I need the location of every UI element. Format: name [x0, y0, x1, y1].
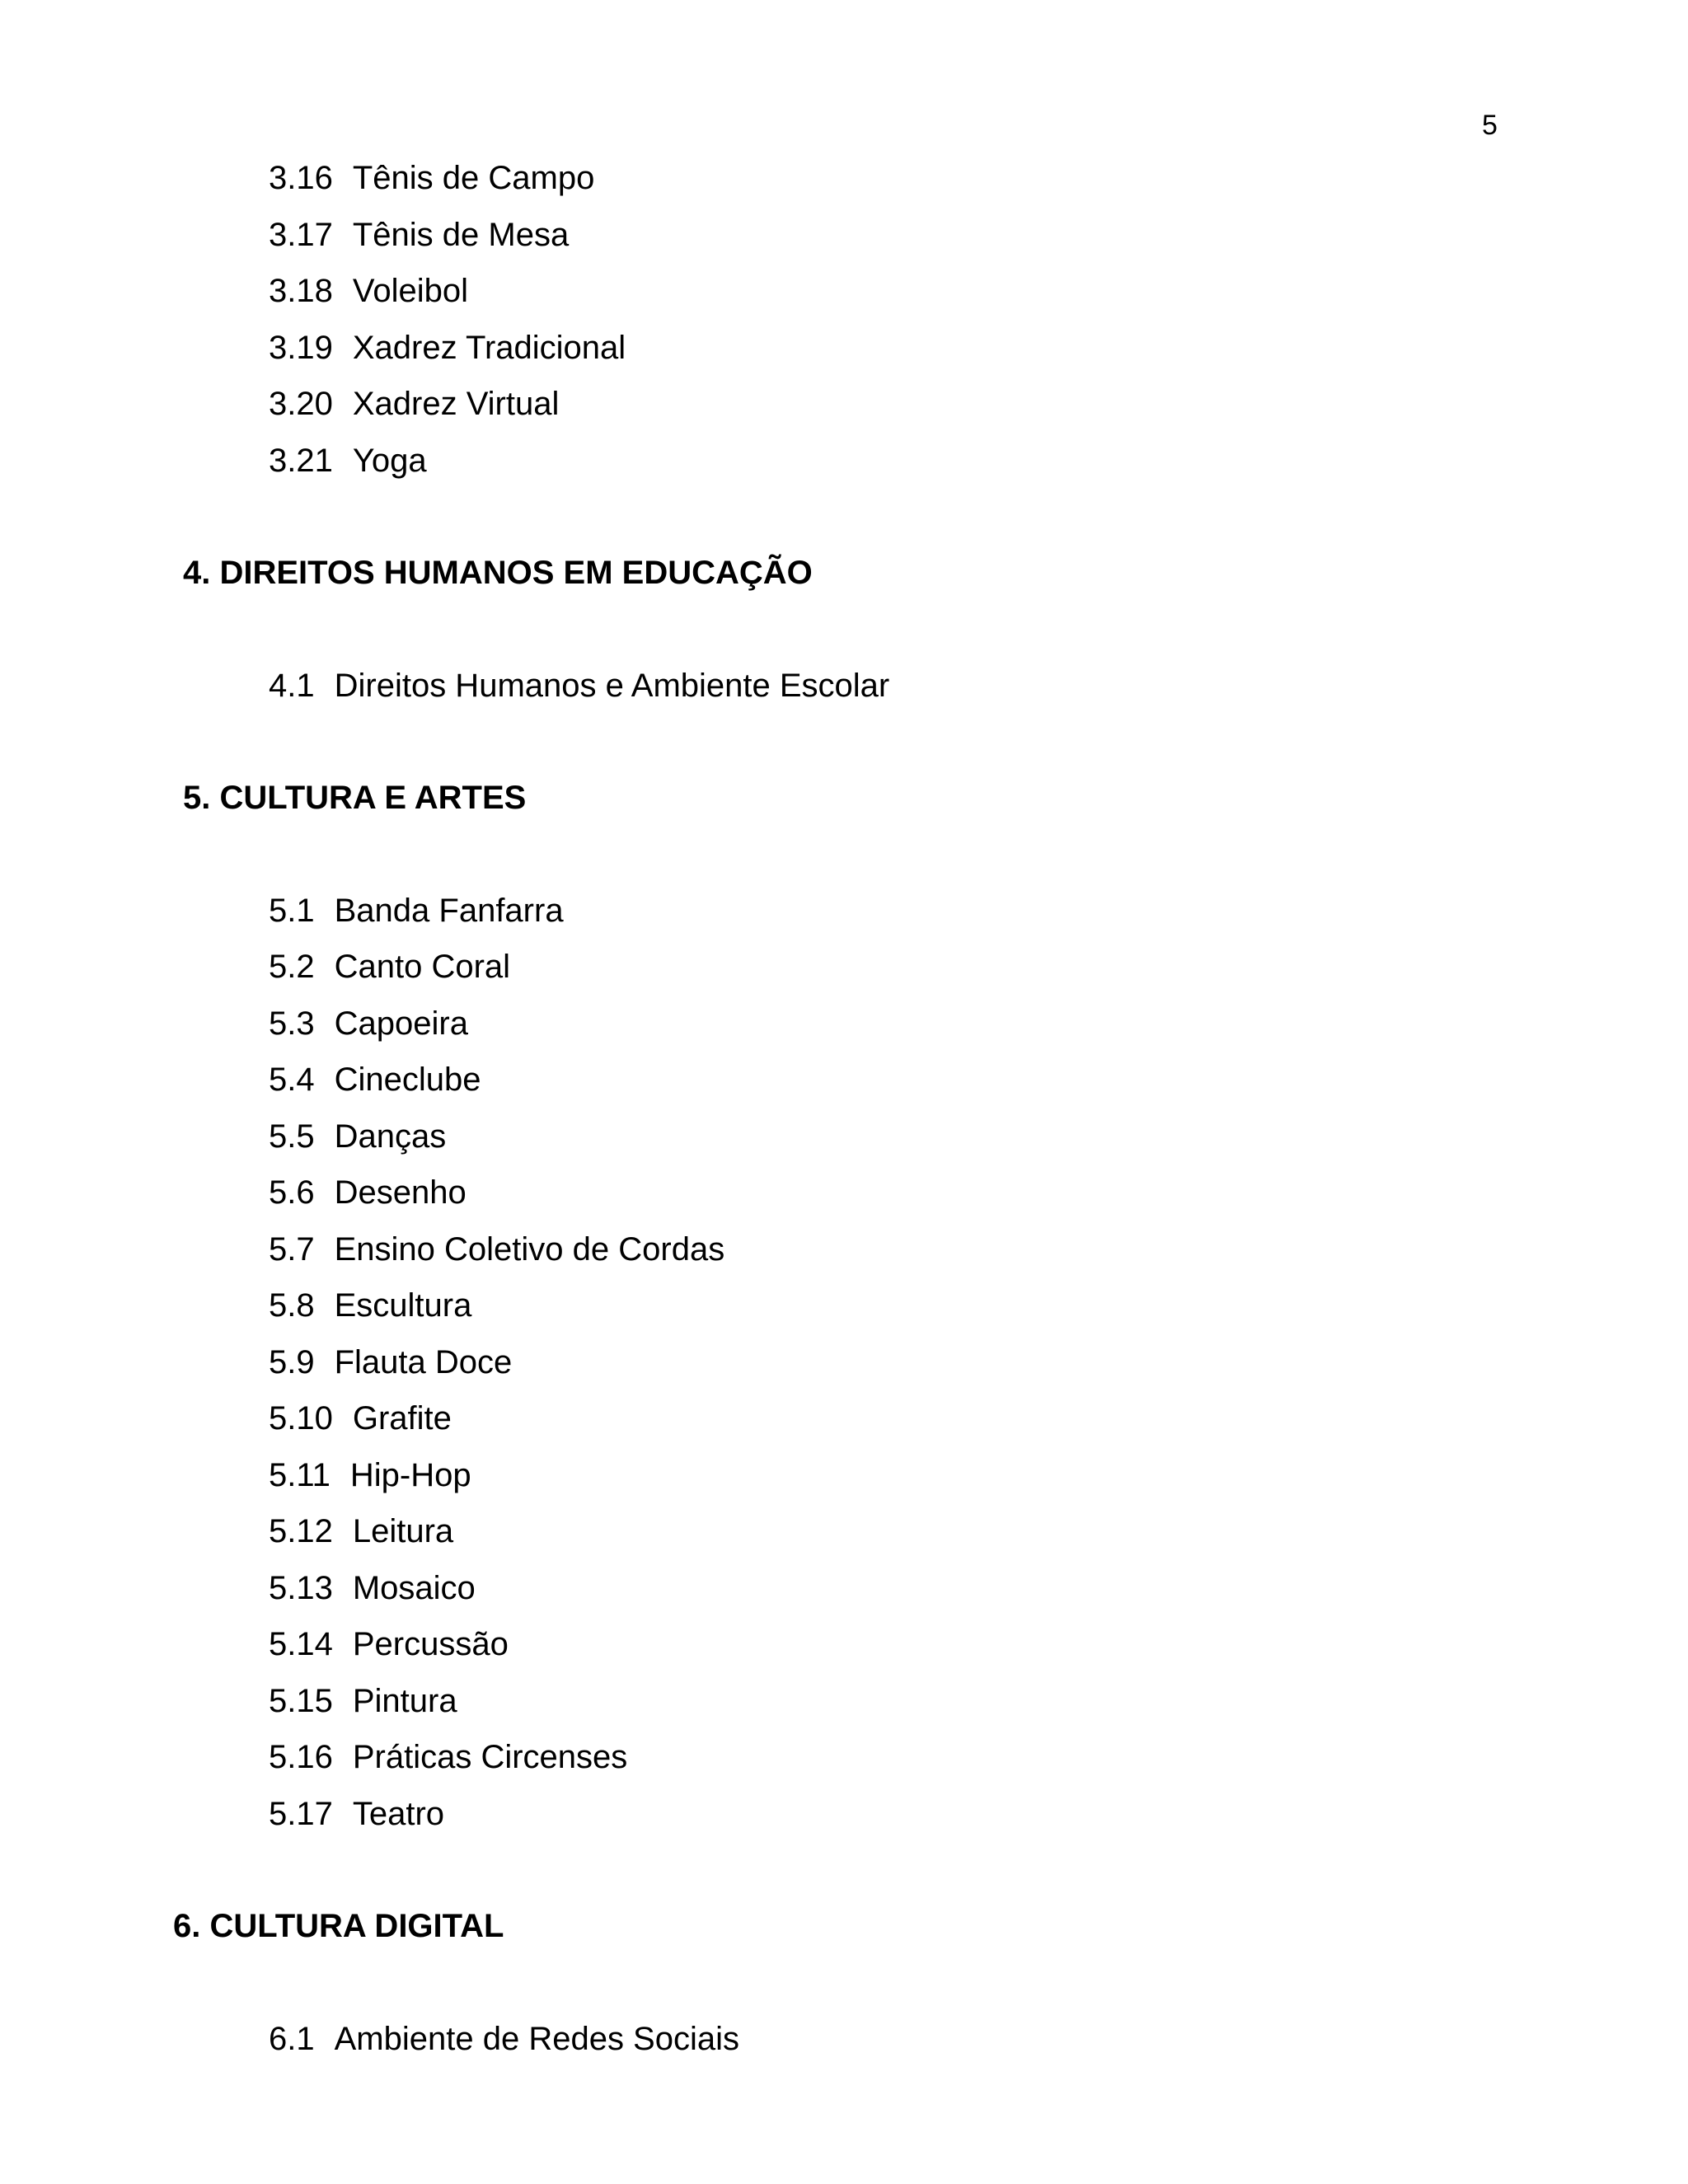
list-item	[0, 1734, 1688, 1791]
list-item	[0, 1001, 1688, 1057]
item-label: Práticas Circenses	[352, 1739, 628, 1775]
item-label: Escultura	[334, 1287, 472, 1324]
item-label: Ambiente de Redes Sociais	[334, 2020, 739, 2057]
item-label: Mosaico	[352, 1569, 476, 1606]
item-number: 5.15	[269, 1682, 333, 1719]
item-number: 5.4	[269, 1062, 315, 1098]
item-number: 5.2	[269, 949, 315, 985]
list-item	[0, 381, 1688, 438]
section-heading-5: 5. CULTURA E ARTES	[183, 779, 527, 816]
item-label: Leitura	[352, 1513, 454, 1549]
section-heading-4: 4. DIREITOS HUMANOS EM EDUCAÇÃO	[183, 554, 813, 591]
item-label: Xadrez Tradicional	[352, 329, 626, 366]
item-number: 5.14	[269, 1626, 333, 1662]
list-item	[0, 438, 1688, 484]
list-item	[0, 1452, 1688, 1509]
section-6-list	[0, 2016, 1688, 2062]
item-number: 3.19	[269, 329, 333, 366]
page-number: 5	[1482, 110, 1498, 141]
item-number: 3.17	[269, 216, 333, 253]
list-item	[0, 1791, 1688, 1837]
list-item	[0, 1678, 1688, 1735]
item-label: Ensino Coletivo de Cordas	[334, 1230, 725, 1268]
list-item	[0, 888, 1688, 944]
section-heading-6: 6. CULTURA DIGITAL	[173, 1907, 504, 1944]
item-label: Direitos Humanos e Ambiente Escolar	[334, 667, 890, 704]
list-item	[0, 663, 1688, 709]
item-label: Xadrez Virtual	[352, 386, 560, 422]
list-item	[0, 2016, 1688, 2062]
item-number: 5.3	[269, 1005, 315, 1042]
item-number: 3.21	[269, 442, 333, 479]
section-4-list	[0, 663, 1688, 709]
item-number: 5.12	[269, 1513, 333, 1549]
item-label: Cineclube	[334, 1062, 481, 1098]
item-number: 3.16	[269, 160, 333, 196]
item-label: Desenho	[334, 1174, 467, 1211]
item-label: Tênis de Campo	[352, 160, 595, 196]
item-label: Teatro	[352, 1795, 445, 1832]
item-number: 6.1	[269, 2020, 315, 2057]
item-label: Grafite	[352, 1400, 452, 1436]
item-number: 5.17	[269, 1795, 333, 1832]
section-3-list	[0, 155, 1688, 484]
item-number: 4.1	[269, 667, 315, 704]
list-item	[0, 1113, 1688, 1170]
item-label: Pintura	[352, 1682, 457, 1719]
item-label: Voleibol	[352, 273, 468, 309]
list-item	[0, 1282, 1688, 1339]
list-item	[0, 1395, 1688, 1452]
list-item	[0, 155, 1688, 212]
item-label: Flauta Doce	[334, 1343, 513, 1380]
item-number: 5.10	[269, 1400, 333, 1436]
list-item	[0, 1339, 1688, 1396]
list-item	[0, 1169, 1688, 1226]
item-label: Percussão	[352, 1626, 509, 1662]
list-item	[0, 1226, 1688, 1283]
list-item	[0, 268, 1688, 325]
item-number: 5.1	[269, 892, 315, 929]
list-item	[0, 944, 1688, 1001]
item-number: 5.5	[269, 1118, 315, 1155]
list-item	[0, 1508, 1688, 1565]
item-label: Canto Coral	[334, 949, 511, 985]
item-label: Yoga	[352, 442, 427, 479]
section-5-list	[0, 888, 1688, 1837]
item-number: 5.13	[269, 1569, 333, 1606]
item-label: Capoeira	[334, 1005, 468, 1042]
list-item	[0, 325, 1688, 382]
item-label: Danças	[334, 1118, 447, 1155]
item-number: 3.18	[269, 273, 333, 309]
item-number: 5.11	[269, 1456, 331, 1493]
list-item	[0, 1565, 1688, 1622]
list-item	[0, 1621, 1688, 1678]
item-number: 5.7	[269, 1230, 315, 1268]
item-number: 5.16	[269, 1739, 333, 1775]
item-label: Hip-Hop	[349, 1456, 471, 1493]
item-label: Tênis de Mesa	[352, 216, 570, 253]
list-item	[0, 1057, 1688, 1113]
item-number: 5.8	[269, 1287, 315, 1324]
document-body	[0, 155, 1688, 2062]
item-label: Banda Fanfarra	[334, 892, 564, 929]
item-number: 5.6	[269, 1174, 315, 1211]
list-item	[0, 212, 1688, 269]
item-number: 5.9	[269, 1343, 315, 1380]
item-number: 3.20	[269, 386, 333, 422]
